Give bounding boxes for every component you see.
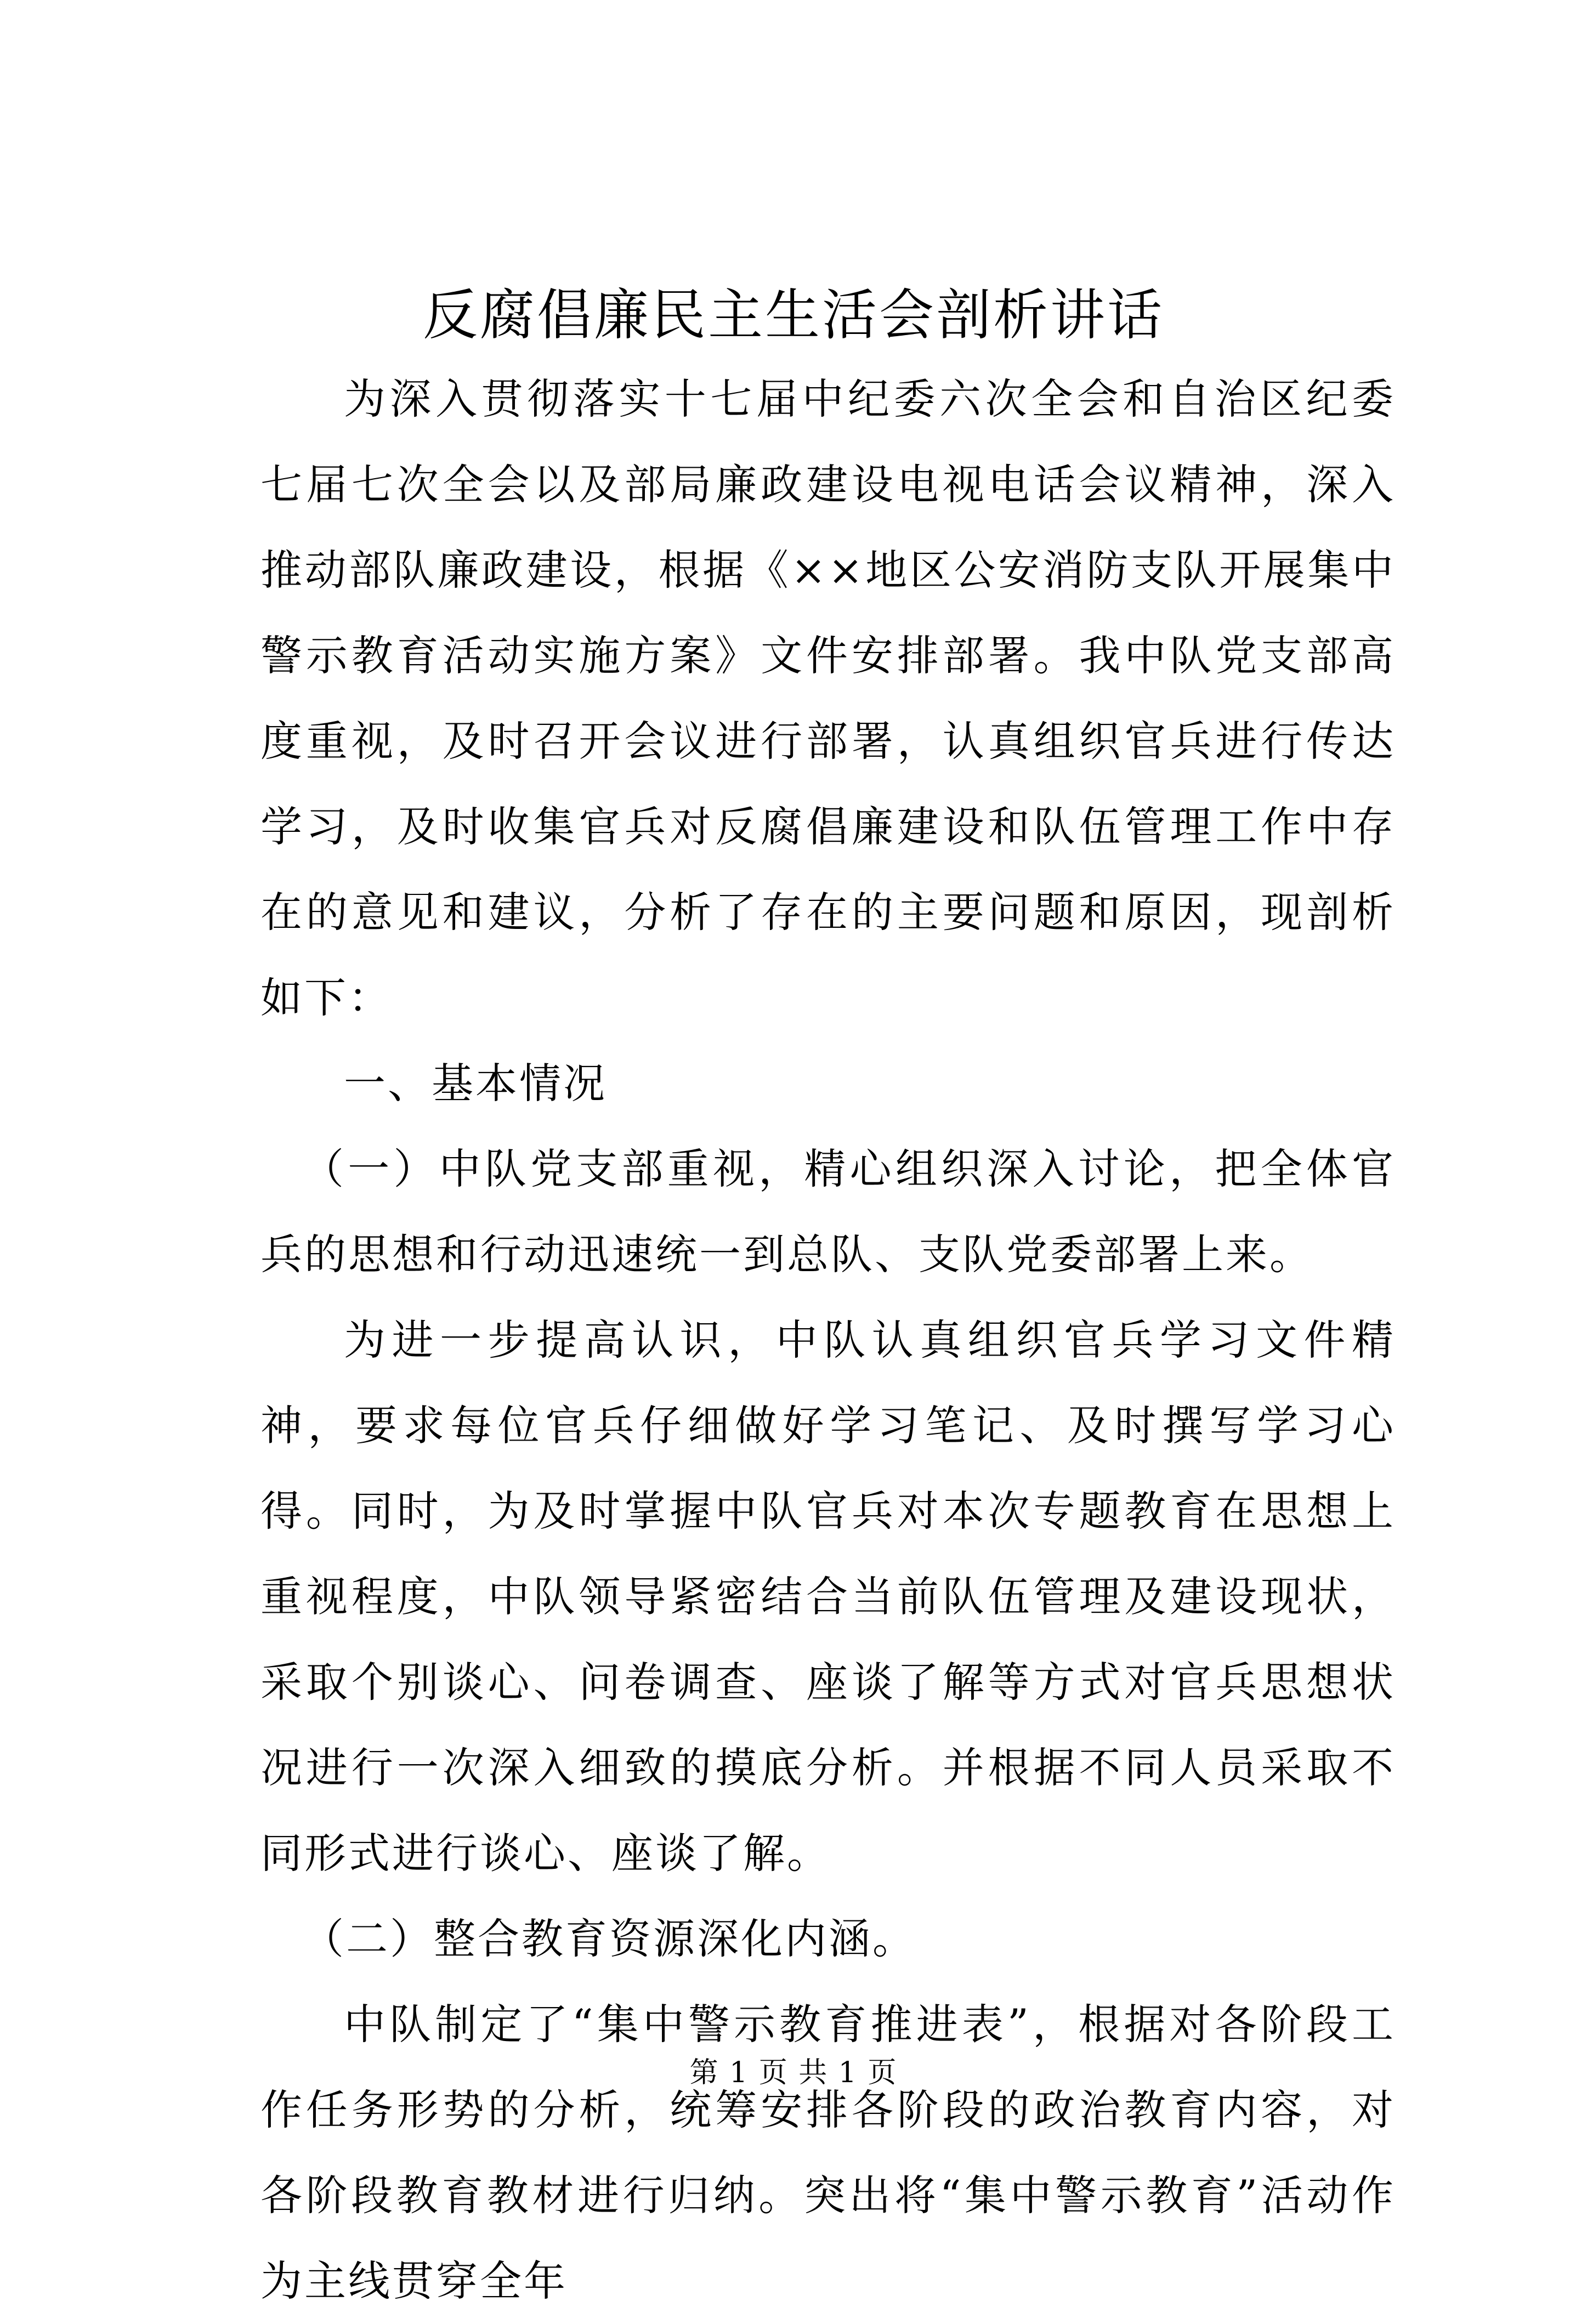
page-number-footer: 第 1 页 共 1 页 <box>689 2056 898 2089</box>
paragraph-intro: 为深入贯彻落实十七届中纪委六次全会和自治区纪委七届七次全会以及部局廉政建设电视电话会议精神，深入推动部队廉政建设，根据《××地区公安消防支队开展集中警示教育活动实施方案》文件安排部署。我中队党支部高度重视，及时召开会议进行部署，认真组织官兵进行传达学习，及时收集官兵对反腐倡廉建设和队伍管理工作中存在的意见和建议，分析了存在的主要问题和原因，现剖析如下： <box>260 375 1396 1022</box>
subsection-heading-1: （一）中队党支部重视，精心组织深入讨论，把全体官兵的思想和行动迅速统一到总队、支队党委部署上来。 <box>260 1144 1396 1279</box>
section-heading-basic-situation: 一、基本情况 <box>344 1059 607 1108</box>
paragraph-education-plan: 中队制定了“集中警示教育推进表”，根据对各阶段工作任务形势的分析，统筹安排各阶段的政治教育内容，对各阶段教育教材进行归纳。突出将“集中警示教育”活动作为主线贯穿全年 <box>260 2000 1396 2305</box>
paragraph-study-details: 为进一步提高认识，中队认真组织官兵学习文件精神，要求每位官兵仔细做好学习笔记、及时撰写学习心得。同时，为及时掌握中队官兵对本次专题教育在思想上重视程度，中队领导紧密结合当前队伍管理及建设现状，采取个别谈心、问卷调查、座谈了解等方式对官兵思想状况进行一次深入细致的摸底分析。并根据不同人员采取不同形式进行谈心、座谈了解。 <box>260 1316 1396 1878</box>
document-body <box>260 356 1396 2324</box>
document-title: 反腐倡廉民主生活会剖析讲话 <box>423 283 1164 347</box>
subsection-heading-2: （二）整合教育资源深化内涵。 <box>302 1914 916 1963</box>
